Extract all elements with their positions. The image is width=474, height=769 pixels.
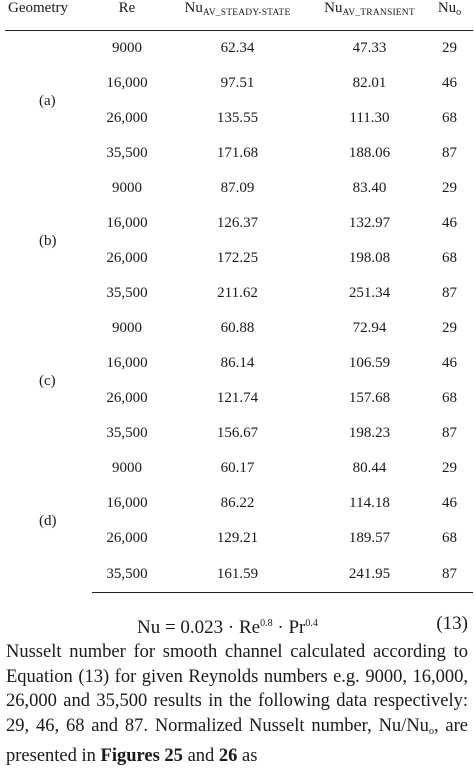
cell-nu-steady-state: 60.88 bbox=[220, 320, 255, 336]
cell-nu-steady-state: 86.14 bbox=[220, 355, 255, 371]
results-table bbox=[5, 0, 473, 593]
equation-pr-exponent: 0.4 bbox=[305, 618, 318, 629]
header-nu-o-sub: o bbox=[456, 7, 462, 18]
table-row bbox=[5, 31, 473, 67]
cell-nu-o: 87 bbox=[442, 285, 457, 301]
cell-nu-transient: 72.94 bbox=[352, 320, 387, 336]
paragraph-text-4: as bbox=[237, 746, 258, 767]
cell-nu-transient: 114.18 bbox=[349, 495, 390, 511]
cell-nu-transient: 132.97 bbox=[348, 215, 391, 231]
cell-nu-transient: 80.44 bbox=[352, 460, 387, 476]
cell-nu-steady-state: 60.17 bbox=[220, 460, 255, 476]
cell-nu-transient: 83.40 bbox=[352, 180, 387, 196]
geometry-label: (c) bbox=[39, 372, 56, 389]
cell-nu-steady-state: 156.67 bbox=[216, 425, 259, 441]
table-header-row bbox=[5, 0, 473, 31]
cell-nu-o: 87 bbox=[442, 425, 457, 441]
cell-nu-transient: 198.08 bbox=[348, 250, 391, 266]
paragraph-text-3: and bbox=[182, 746, 219, 767]
cell-re: 9000 bbox=[112, 460, 142, 476]
cell-nu-steady-state: 126.37 bbox=[216, 215, 259, 231]
cell-nu-transient: 198.23 bbox=[348, 425, 391, 441]
cell-nu-steady-state: 86.22 bbox=[220, 495, 255, 511]
cell-re: 26,000 bbox=[106, 530, 148, 546]
cell-nu-steady-state: 161.59 bbox=[162, 556, 313, 593]
geometry-label: (a) bbox=[39, 92, 56, 109]
cell-nu-steady-state: 62.34 bbox=[220, 40, 255, 56]
cell-nu-transient: 157.68 bbox=[348, 390, 391, 406]
header-nu-steady-base: Nu bbox=[184, 0, 203, 16]
cell-nu-steady-state: 129.21 bbox=[216, 530, 259, 546]
cell-nu-o: 68 bbox=[442, 110, 457, 126]
cell-re: 9000 bbox=[112, 40, 142, 56]
cell-nu-steady-state: 87.09 bbox=[220, 180, 255, 196]
table-body bbox=[5, 31, 473, 593]
table-row bbox=[5, 311, 473, 346]
cell-nu-o: 87 bbox=[426, 556, 473, 593]
cell-nu-steady-state: 172.25 bbox=[216, 250, 259, 266]
paragraph-text-1: Nusselt number for smooth channel calculated according to Equation (13) for given Reynolds numbers e.g. 9000, 16,000, 26,000 and 35,500 results in the following data respectively: 29, 46, 68 and 87. Normalized Nusselt number, Nu/Nu bbox=[6, 642, 468, 736]
cell-re: 16,000 bbox=[106, 215, 148, 231]
cell-nu-o: 29 bbox=[442, 180, 457, 196]
geometry-label: (b) bbox=[39, 232, 57, 249]
cell-re: 35,500 bbox=[106, 145, 148, 161]
cell-nu-transient: 251.34 bbox=[348, 285, 391, 301]
body-paragraph bbox=[6, 640, 468, 769]
cell-nu-o: 46 bbox=[442, 215, 457, 231]
cell-re: 26,000 bbox=[106, 390, 148, 406]
cell-re: 16,000 bbox=[106, 75, 148, 91]
cell-nu-o: 68 bbox=[442, 250, 457, 266]
cell-re: 9000 bbox=[112, 320, 142, 336]
cell-nu-o: 68 bbox=[442, 390, 457, 406]
cell-re: 35,500 bbox=[92, 556, 162, 593]
header-nu-steady-state bbox=[162, 0, 313, 31]
equation-re-exponent: 0.8 bbox=[260, 618, 273, 629]
cell-nu-steady-state: 171.68 bbox=[216, 145, 259, 161]
geometry-label: (d) bbox=[39, 513, 57, 530]
header-geometry: Geometry bbox=[5, 0, 92, 31]
paragraph-text-2: , are presented in bbox=[6, 715, 468, 767]
cell-nu-transient: 111.30 bbox=[349, 110, 390, 126]
header-nu-transient-base: Nu bbox=[324, 0, 343, 16]
cell-nu-transient: 188.06 bbox=[348, 145, 391, 161]
cell-nu-o: 87 bbox=[442, 145, 457, 161]
cell-nu-o: 68 bbox=[442, 530, 457, 546]
figure-ref-26: 26 bbox=[218, 746, 238, 767]
cell-re: 9000 bbox=[112, 180, 142, 196]
equation-mid: · Pr bbox=[272, 617, 306, 638]
cell-nu-transient: 82.01 bbox=[352, 75, 387, 91]
cell-nu-o: 46 bbox=[442, 75, 457, 91]
cell-re: 35,500 bbox=[106, 285, 148, 301]
cell-nu-o: 46 bbox=[442, 495, 457, 511]
equation-lhs: Nu = 0.023 · Re bbox=[137, 617, 261, 638]
cell-nu-transient: 189.57 bbox=[348, 530, 391, 546]
cell-nu-steady-state: 211.62 bbox=[217, 285, 258, 301]
cell-nu-o: 29 bbox=[442, 460, 457, 476]
cell-re: 16,000 bbox=[106, 495, 148, 511]
cell-re: 26,000 bbox=[106, 250, 148, 266]
cell-nu-o: 46 bbox=[442, 355, 457, 371]
equation-body bbox=[137, 612, 318, 640]
cell-re: 35,500 bbox=[106, 425, 148, 441]
header-nu-o bbox=[426, 0, 473, 31]
cell-nu-transient: 241.95 bbox=[313, 556, 426, 593]
table-row bbox=[5, 171, 473, 206]
equation-number: (13) bbox=[436, 613, 468, 634]
header-nu-transient-sub: AV_TRANSIENT bbox=[342, 8, 415, 18]
cell-nu-steady-state: 135.55 bbox=[216, 110, 259, 126]
header-nu-transient bbox=[313, 0, 426, 31]
cell-nu-o: 29 bbox=[442, 320, 457, 336]
cell-re: 26,000 bbox=[106, 110, 148, 126]
cell-nu-transient: 47.33 bbox=[352, 40, 387, 56]
cell-re: 16,000 bbox=[106, 355, 148, 371]
table-row bbox=[5, 451, 473, 486]
cell-nu-o: 29 bbox=[442, 40, 457, 56]
cell-nu-transient: 106.59 bbox=[348, 355, 391, 371]
header-re: Re bbox=[92, 0, 162, 31]
header-nu-o-base: Nu bbox=[437, 0, 457, 16]
cell-nu-steady-state: 121.74 bbox=[216, 390, 259, 406]
header-nu-steady-sub: AV_STEADY-STATE bbox=[202, 8, 291, 18]
equation-13 bbox=[0, 612, 474, 636]
cell-nu-steady-state: 97.51 bbox=[220, 75, 255, 91]
paragraph-sub-o: o bbox=[428, 725, 434, 737]
figure-ref-25: Figures 25 bbox=[100, 746, 183, 767]
